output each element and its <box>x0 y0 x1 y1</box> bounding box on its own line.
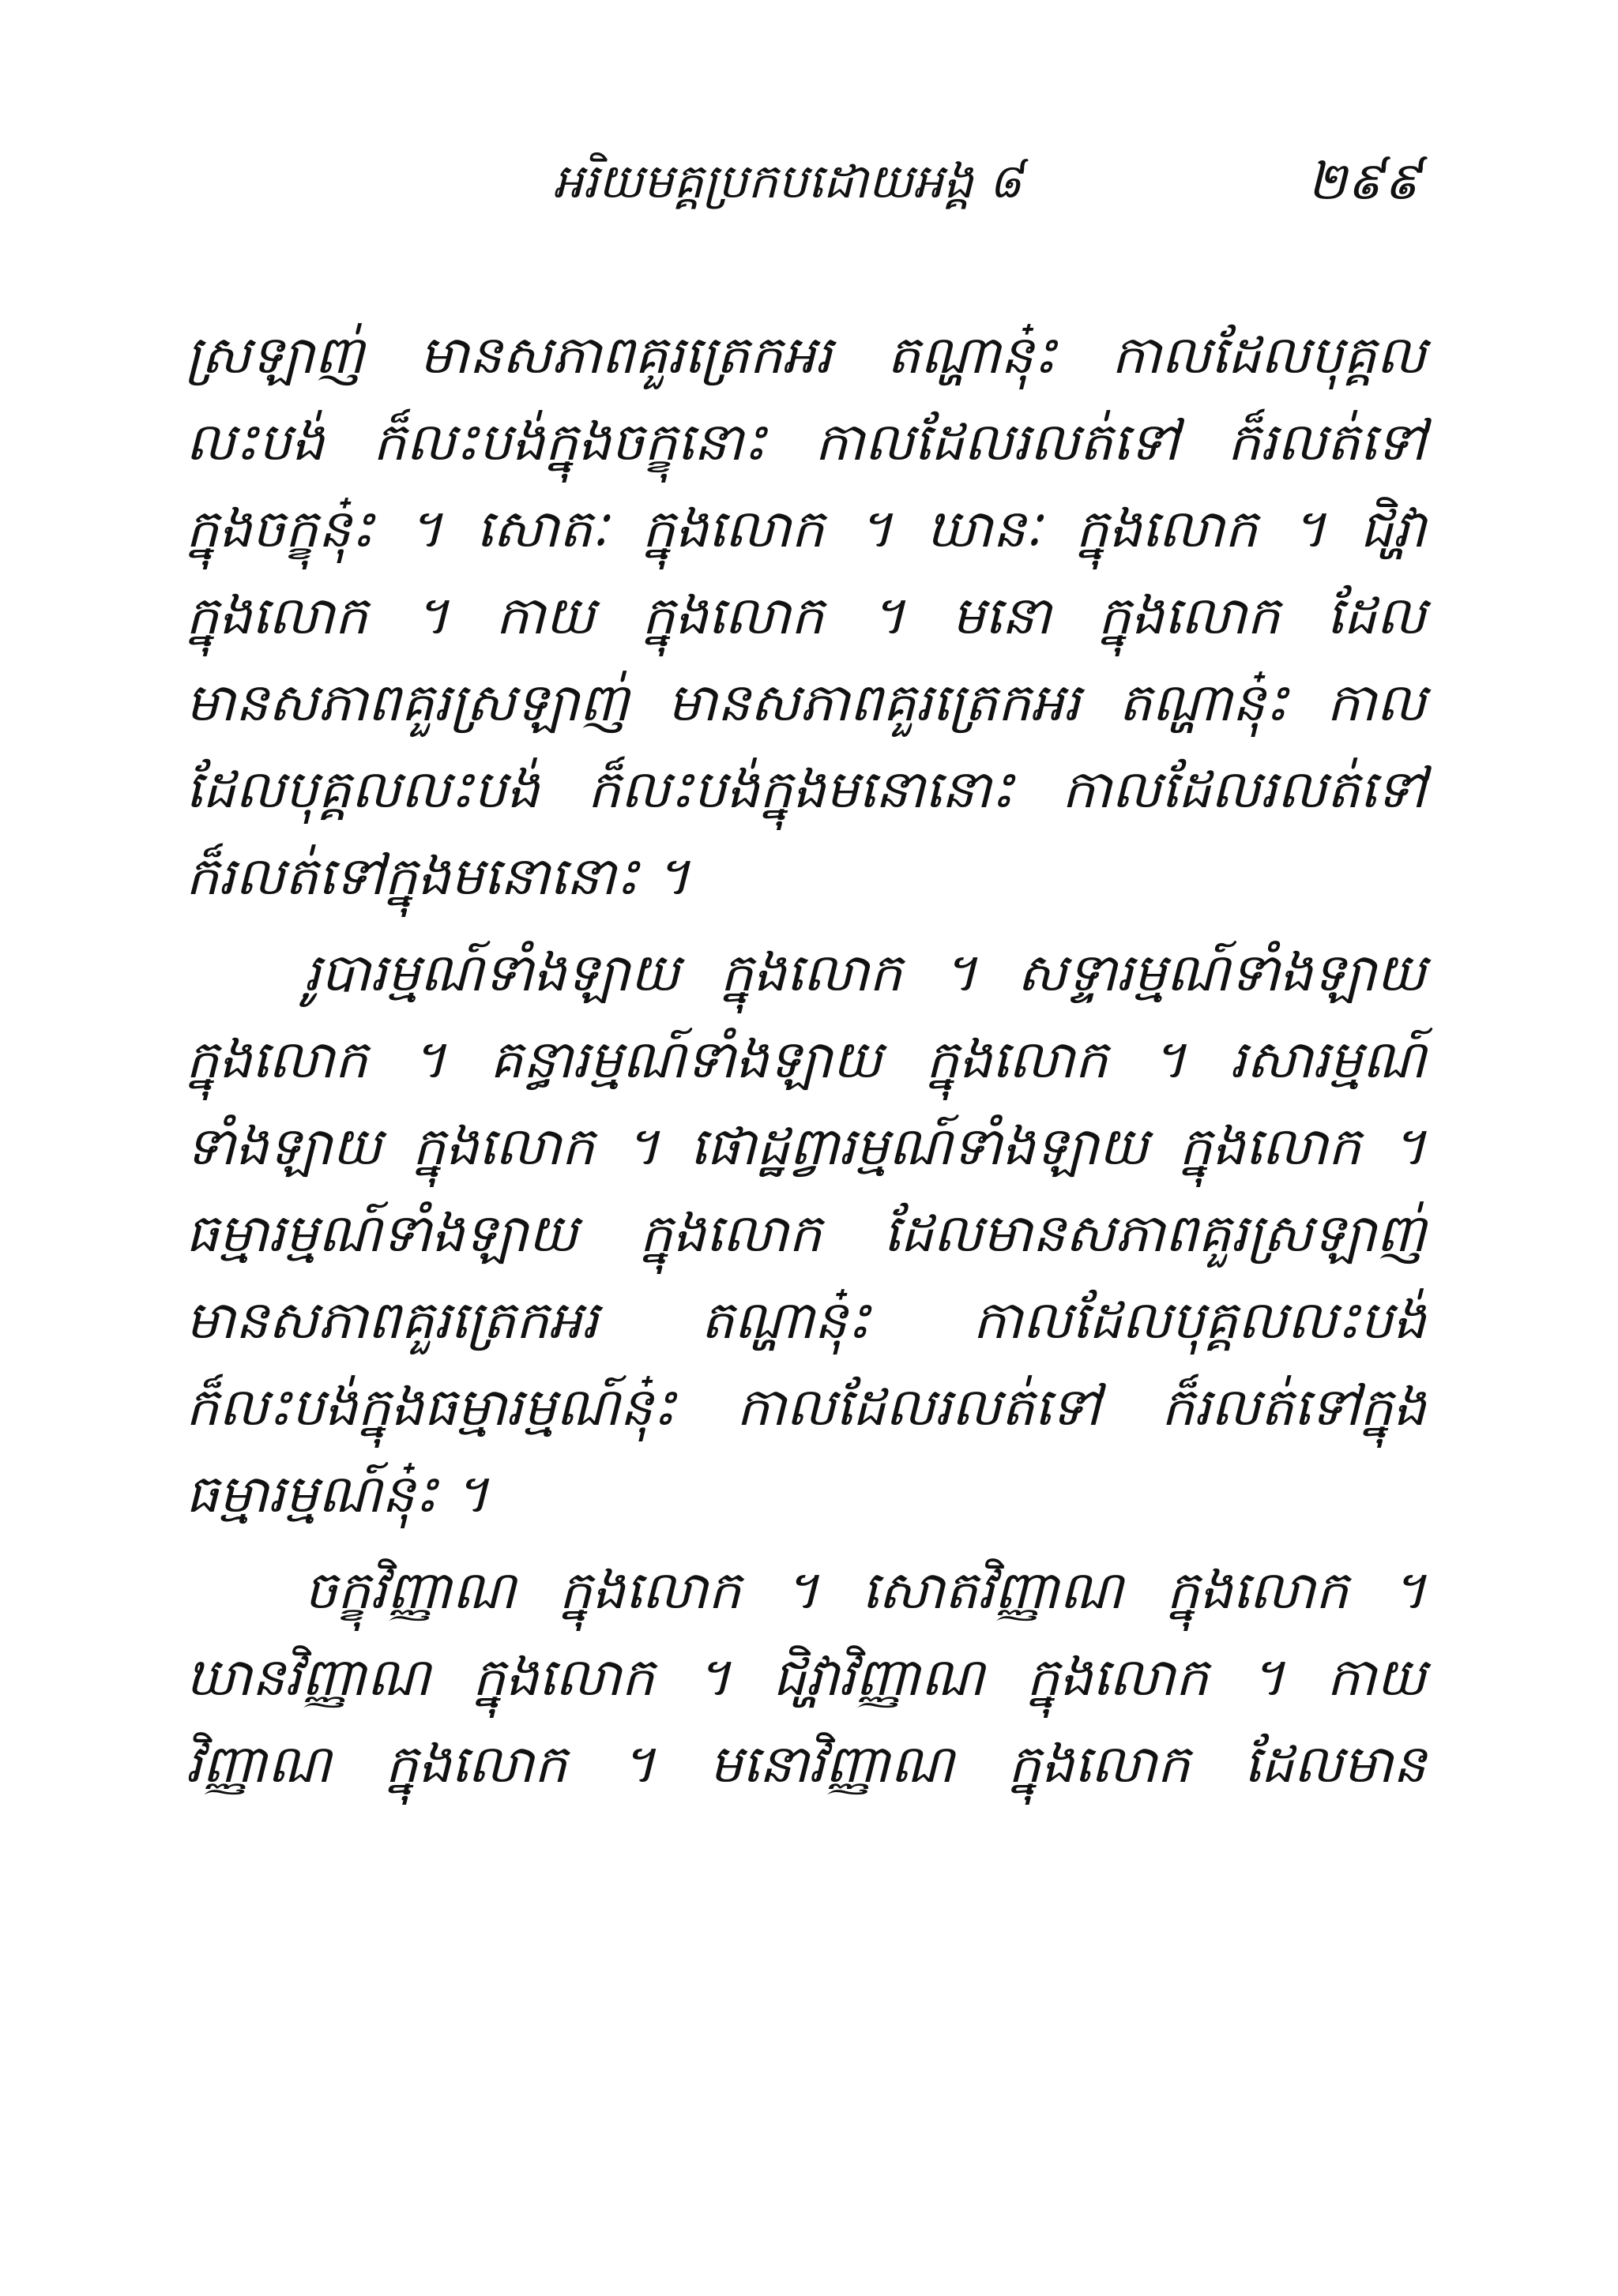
text-line: ចក្ខុវិញ្ញាណ ក្នុងលោក ។ សោតវិញ្ញាណ ក្នុងលោក ។ <box>304 1560 1426 1621</box>
text-line: ក្នុងលោក ។ គន្ធារម្មណ៍ទាំងឡាយ ក្នុងលោក ។ រសារម្មណ៍ <box>186 1029 1426 1090</box>
text-line: មានសភាពគួរត្រេកអរ តណ្ហានុ៎ះ កាលដែលបុគ្គលលះបង់ <box>186 1290 1426 1351</box>
text-line: ធម្មារម្មណ៍នុ៎ះ ។ <box>186 1464 489 1524</box>
text-line: ក្នុងចក្ខុនុ៎ះ ។ សោតៈ ក្នុងលោក ។ ឃានៈ ក្នុងលោក ។ ជិវ្ហា <box>186 498 1426 559</box>
paragraph <box>186 930 1426 1538</box>
text-line: ក៏រលត់ទៅក្នុងមនោនោះ ។ <box>186 846 690 907</box>
paragraph <box>186 1547 1426 1808</box>
text-line: រូបារម្មណ៍ទាំងឡាយ ក្នុងលោក ។ សទ្ទារម្មណ៍ទាំងឡាយ <box>304 942 1426 1003</box>
text-line: ស្រឡាញ់ មានសភាពគួរត្រេកអរ តណ្ហានុ៎ះ កាលដែលបុគ្គល <box>186 325 1426 385</box>
text-line: មានសភាពគួរស្រឡាញ់ មានសភាពគួរត្រេកអរ តណ្ហានុ៎ះ កាល <box>186 672 1426 733</box>
text-line: វិញ្ញាណ ក្នុងលោក ។ មនោវិញ្ញាណ ក្នុងលោក ដែលមាន <box>186 1734 1426 1794</box>
text-line: ឃានវិញ្ញាណ ក្នុងលោក ។ ជិវ្ហាវិញ្ញាណ ក្នុងលោក ។ កាយ <box>186 1647 1426 1708</box>
page-number: ២៩៩ <box>1307 151 1420 212</box>
body-text <box>186 312 1426 1808</box>
running-header-title: អរិយមគ្គប្រកបដោយអង្គ ៨ <box>553 154 1022 209</box>
text-line: ដែលបុគ្គលលះបង់ ក៏លះបង់ក្នុងមនោនោះ កាលដែលរលត់ទៅ <box>186 759 1426 820</box>
text-line: ក្នុងលោក ។ កាយ ក្នុងលោក ។ មនោ ក្នុងលោក ដែល <box>186 585 1426 646</box>
paragraph <box>186 312 1426 920</box>
text-line: លះបង់ ក៏លះបង់ក្នុងចក្ខុនោះ កាលដែលរលត់ទៅ ក៏រលត់ទៅ <box>186 411 1426 472</box>
text-line: ទាំងឡាយ ក្នុងលោក ។ ផោដ្ឋព្វារម្មណ៍ទាំងឡាយ ក្នុងលោក ។ <box>186 1116 1426 1177</box>
text-line: ធម្មារម្មណ៍ទាំងឡាយ ក្នុងលោក ដែលមានសភាពគួរស្រឡាញ់ <box>186 1203 1426 1264</box>
text-line: ក៏លះបង់ក្នុងធម្មារម្មណ៍នុ៎ះ កាលដែលរលត់ទៅ ក៏រលត់ទៅក្នុង <box>186 1377 1426 1437</box>
